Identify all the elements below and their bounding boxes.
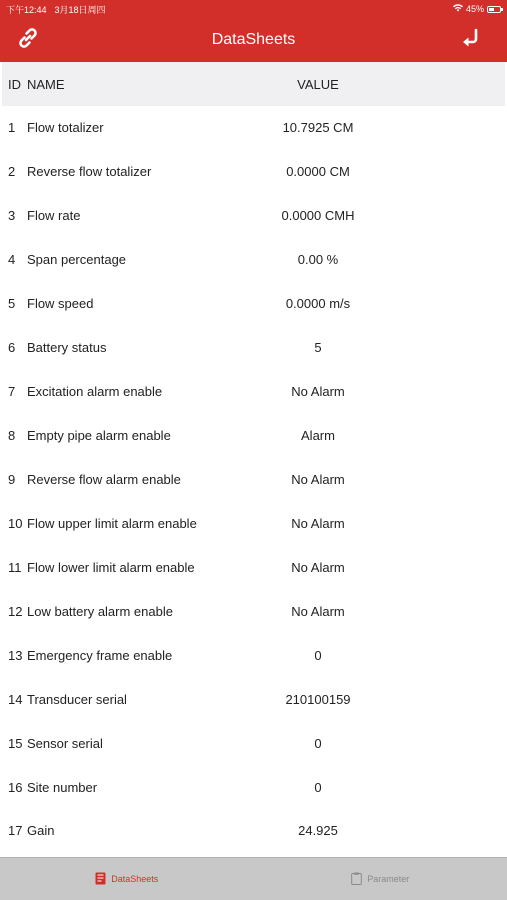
row-name: Low battery alarm enable bbox=[27, 603, 173, 619]
row-value: 0.0000 CM bbox=[286, 164, 350, 180]
row-id: 1 bbox=[8, 120, 16, 136]
table-header bbox=[2, 62, 505, 106]
table-row bbox=[2, 106, 505, 150]
row-id: 16 bbox=[8, 779, 23, 795]
status-time: 下午12:44 bbox=[6, 4, 47, 15]
row-value: Alarm bbox=[301, 428, 335, 444]
row-value: 10.7925 CM bbox=[282, 120, 354, 136]
row-name: Battery status bbox=[27, 340, 107, 356]
row-id: 12 bbox=[8, 603, 23, 619]
table-row bbox=[2, 501, 505, 545]
table-row bbox=[2, 458, 505, 502]
row-id: 6 bbox=[8, 340, 16, 356]
row-name: Flow totalizer bbox=[27, 120, 104, 136]
row-name: Gain bbox=[27, 823, 55, 839]
row-name: Span percentage bbox=[27, 252, 127, 268]
page-title: DataSheets bbox=[211, 31, 296, 48]
row-value: 210100159 bbox=[285, 691, 351, 707]
row-id: 14 bbox=[8, 691, 23, 707]
battery-fill bbox=[489, 8, 494, 11]
tab-bar bbox=[0, 857, 507, 900]
table-row bbox=[2, 414, 505, 458]
row-value: No Alarm bbox=[291, 559, 345, 575]
table-row bbox=[2, 589, 505, 633]
row-value: 5 bbox=[314, 340, 322, 356]
row-id: 7 bbox=[8, 384, 16, 400]
row-name: Sensor serial bbox=[27, 735, 103, 751]
row-name: Site number bbox=[27, 779, 98, 795]
table-row bbox=[2, 545, 505, 589]
link-icon bbox=[15, 25, 41, 56]
row-id: 2 bbox=[8, 164, 16, 180]
row-name: Reverse flow alarm enable bbox=[27, 471, 181, 487]
navigation-bar bbox=[0, 18, 507, 62]
row-id: 4 bbox=[8, 252, 16, 268]
table-row bbox=[2, 677, 505, 721]
row-value: 0 bbox=[314, 735, 322, 751]
row-value: No Alarm bbox=[291, 384, 345, 400]
row-name: Reverse flow totalizer bbox=[27, 164, 152, 180]
table-row bbox=[2, 721, 505, 765]
row-value: No Alarm bbox=[291, 603, 345, 619]
row-name: Flow upper limit alarm enable bbox=[27, 515, 197, 531]
wifi-icon bbox=[453, 4, 463, 14]
row-id: 3 bbox=[8, 208, 16, 224]
row-id: 5 bbox=[8, 296, 16, 312]
table-body bbox=[2, 106, 505, 853]
table-row bbox=[2, 633, 505, 677]
row-value: 0 bbox=[314, 647, 322, 663]
row-id: 13 bbox=[8, 647, 23, 663]
table-row bbox=[2, 238, 505, 282]
row-id: 8 bbox=[8, 428, 16, 444]
table-row bbox=[2, 765, 505, 809]
link-button[interactable] bbox=[12, 24, 44, 56]
row-name: Flow rate bbox=[27, 208, 81, 224]
row-value: 0.0000 m/s bbox=[285, 296, 351, 312]
tab-parameter-label: Parameter bbox=[367, 874, 410, 884]
table-row bbox=[2, 282, 505, 326]
clipboard-icon bbox=[351, 872, 362, 887]
name-column-header: NAME bbox=[27, 76, 65, 92]
row-name: Transducer serial bbox=[27, 691, 127, 707]
row-value: 24.925 bbox=[298, 823, 338, 839]
id-column-header: ID bbox=[8, 76, 21, 92]
row-id: 9 bbox=[8, 471, 16, 487]
table-row bbox=[2, 194, 505, 238]
battery-icon bbox=[487, 6, 501, 13]
status-bar bbox=[0, 0, 507, 18]
row-name: Excitation alarm enable bbox=[27, 384, 163, 400]
row-id: 15 bbox=[8, 735, 23, 751]
row-value: 0.0000 CMH bbox=[281, 208, 355, 224]
tab-datasheets-label: DataSheets bbox=[111, 874, 159, 884]
tab-parameter[interactable] bbox=[254, 872, 507, 887]
row-value: No Alarm bbox=[291, 471, 345, 487]
datasheet-icon bbox=[95, 872, 106, 887]
datasheet-table bbox=[2, 62, 505, 857]
row-name: Flow lower limit alarm enable bbox=[27, 559, 195, 575]
row-id: 11 bbox=[8, 559, 22, 575]
tab-datasheets[interactable] bbox=[0, 872, 254, 887]
table-row bbox=[2, 809, 505, 853]
row-name: Emergency frame enable bbox=[27, 647, 173, 663]
status-date: 3月18日周四 bbox=[54, 4, 106, 15]
return-button[interactable] bbox=[455, 24, 487, 56]
battery-percent: 45% bbox=[465, 4, 484, 14]
return-icon bbox=[461, 28, 481, 53]
row-value: 0 bbox=[314, 779, 322, 795]
row-id: 10 bbox=[8, 515, 23, 531]
table-row bbox=[2, 150, 505, 194]
table-row bbox=[2, 326, 505, 370]
row-value: 0.00 % bbox=[297, 252, 339, 268]
row-name: Flow speed bbox=[27, 296, 94, 312]
table-row bbox=[2, 370, 505, 414]
row-name: Empty pipe alarm enable bbox=[27, 428, 171, 444]
row-value: No Alarm bbox=[291, 515, 345, 531]
value-column-header: VALUE bbox=[297, 76, 339, 92]
row-id: 17 bbox=[8, 823, 23, 839]
